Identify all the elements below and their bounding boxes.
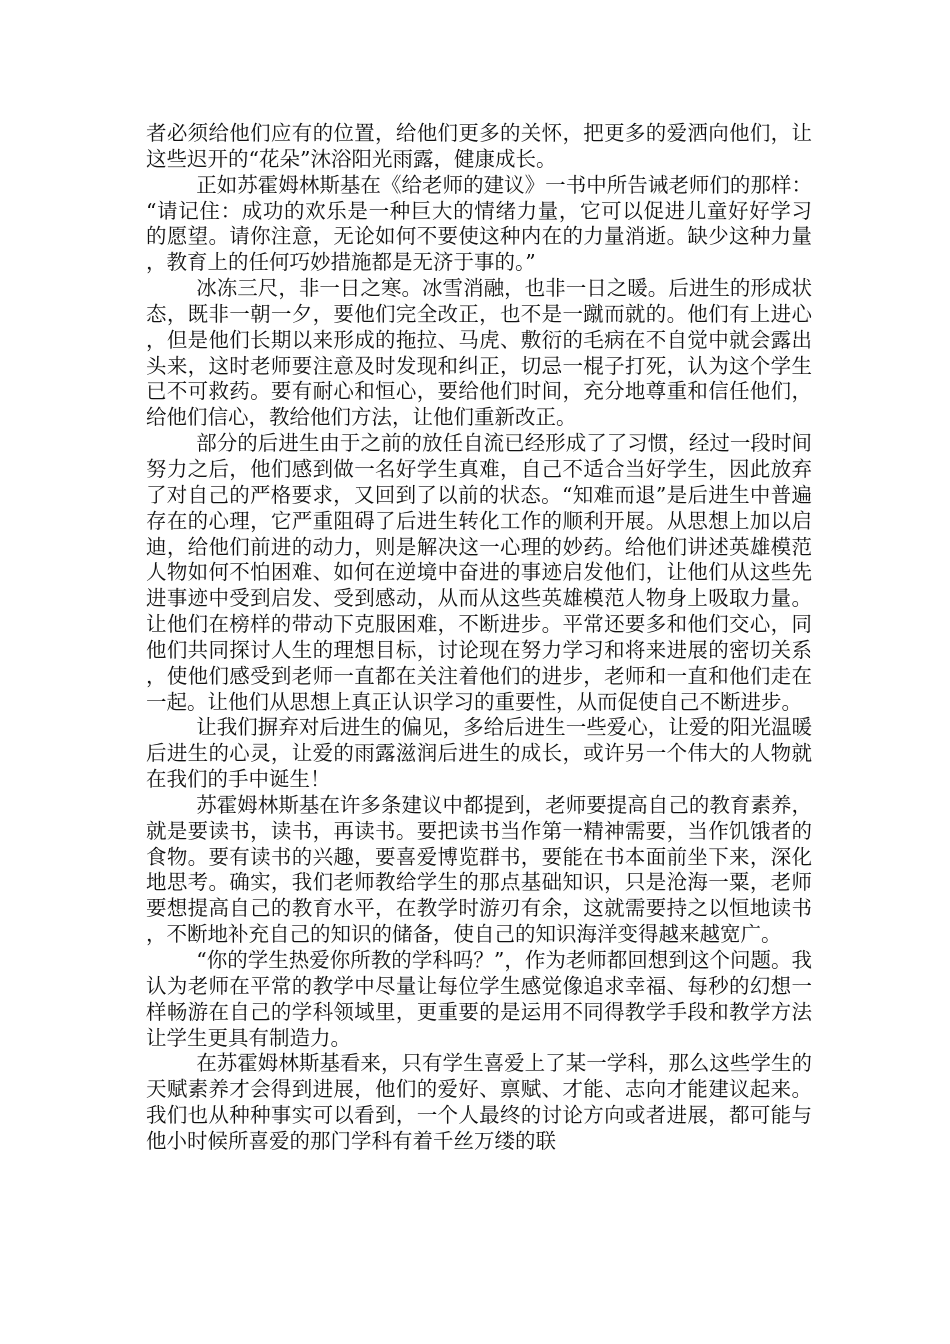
document-page bbox=[146, 121, 812, 1155]
paragraph-2: 正如苏霍姆林斯基在《给老师的建议》一书中所告诫老师们的那样：“请记住：成功的欢乐是一种巨大的情绪力量，它可以促进儿童好好学习的愿望。请你注意，无论如何不要使这种内在的力量消逝。缺少这种力量，教育上的任何巧妙措施都是无济于事的。” bbox=[146, 172, 812, 275]
paragraph-3: 冰冻三尺，非一日之寒。冰雪消融，也非一日之暖。后进生的形成状态，既非一朝一夕，要他们完全改正，也不是一蹴而就的。他们有上进心，但是他们长期以来形成的拖拉、马虎、敷衍的毛病在不自觉中就会露出头来，这时老师要注意及时发现和纠正，切忌一棍子打死，认为这个学生已不可救药。要有耐心和恒心，要给他们时间，充分地尊重和信任他们，给他们信心，教给他们方法，让他们重新改正。 bbox=[146, 276, 812, 430]
paragraph-7: “你的学生热爱你所教的学科吗？”，作为老师都回想到这个问题。我认为老师在平常的教学中尽量让每位学生感觉像追求幸福、每秒的幻想一样畅游在自己的学科领域里，更重要的是运用不同得教学手段和教学方法让学生更具有制造力。 bbox=[146, 948, 812, 1050]
paragraph-1: 者必须给他们应有的位置，给他们更多的关怀，把更多的爱洒向他们，让这些迟开的“花朵”沐浴阳光雨露，健康成长。 bbox=[146, 121, 812, 171]
paragraph-8: 在苏霍姆林斯基看来，只有学生喜爱上了某一学科，那么这些学生的天赋素养才会得到进展，他们的爱好、禀赋、才能、志向才能建议起来。我们也从种种事实可以看到，一个人最终的讨论方向或者进展，都可能与他小时候所喜爱的那门学科有着千丝万缕的联 bbox=[146, 1051, 812, 1153]
paragraph-4: 部分的后进生由于之前的放任自流已经形成了了习惯，经过一段时间努力之后，他们感到做一名好学生真难，自己不适合当好学生，因此放弃了对自己的严格要求，又回到了以前的状态。“知难而退”是后进生中普遍存在的心理，它严重阻碍了后进生转化工作的顺利开展。从思想上加以启迪，给他们前进的动力，则是解决这一心理的妙药。给他们讲述英雄模范人物如何不怕困难、如何在逆境中奋进的事迹启发他们，让他们从这些先进事迹中受到启发、受到感动，从而从这些英雄模范人物身上吸取力量。让他们在榜样的带动下克服困难，不断进步。平常还要多和他们交心，同他们共同探讨人生的理想目标，讨论现在努力学习和将来进展的密切关系，使他们感受到老师一直都在关注着他们的进步，老师和一直和他们走在一起。让他们从思想上真正认识学习的重要性，从而促使自己不断进步。 bbox=[146, 431, 812, 714]
paragraph-5: 让我们摒弃对后进生的偏见，多给后进生一些爱心，让爱的阳光温暖后进生的心灵，让爱的雨露滋润后进生的成长，或许另一个伟大的人物就在我们的手中诞生！ bbox=[146, 715, 812, 792]
paragraph-6: 苏霍姆林斯基在许多条建议中都提到，老师要提高自己的教育素养，就是要读书，读书，再读书。要把读书当作第一精神需要，当作饥饿者的食物。要有读书的兴趣，要喜爱博览群书，要能在书本面前坐下来，深化地思考。确实，我们老师教给学生的那点基础知识，只是沧海一粟，老师要想提高自己的教育水平，在教学时游刃有余，这就需要持之以恒地读书，不断地补充自己的知识的储备，使自己的知识海洋变得越来越宽广。 bbox=[146, 792, 812, 947]
